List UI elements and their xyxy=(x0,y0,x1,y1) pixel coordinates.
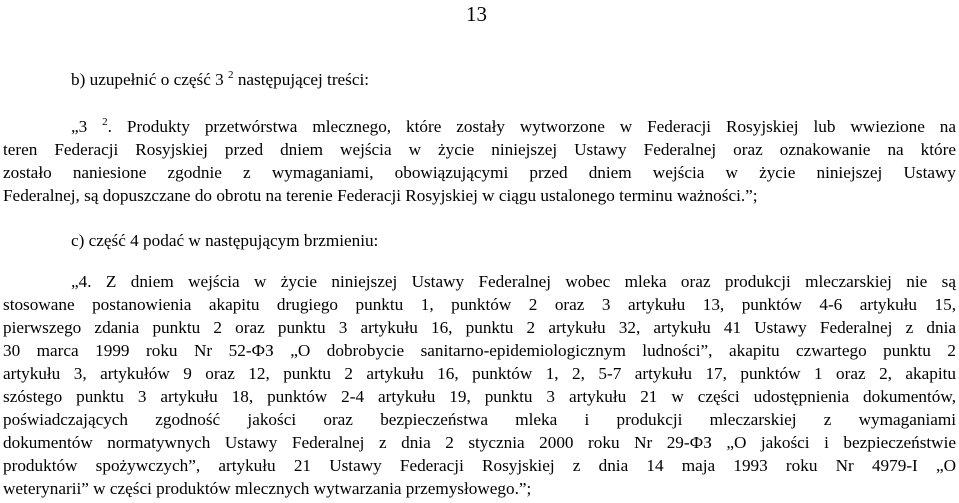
quote-4-line-4: 30 marca 1999 roku Nr 52-ФЗ „O dobrobycie sanitarno-epidemiologicznym ludności”, akapitu czwartego punktu 2 xyxy=(3,341,956,360)
quote-3-2-superscript: 2 xyxy=(102,116,108,128)
quote-3-2-lead: „3 xyxy=(71,117,103,136)
quote-4-line-2: stosowane postanowienia akapitu drugiego punktu 1, punktów 2 oraz 3 artykułu 13, punktów 4-6 artykułu 15, xyxy=(3,295,956,314)
quote-4-line-6: szóstego punktu 3 artykułu 18, punktów 2-4 artykułu 19, punktu 3 artykułu 21 w części udostępnienia dokumentów, xyxy=(3,387,956,406)
quote-4-line-7: poświadczających zgodność jakości oraz bezpieczeństwa mleka i produkcji mleczarskiej z wymaganiami xyxy=(3,410,956,429)
item-b xyxy=(71,68,959,94)
item-b-tail: następującej treści: xyxy=(233,70,370,89)
item-c: c) część 4 podać w następującym brzmieniu: xyxy=(71,231,379,250)
quote-4-line-10: weterynarii” w części produktów mlecznych wytwarzania przemysłowego.”; xyxy=(3,479,532,498)
quote-4-line-9: produktów spożywczych”, artykułu 21 Ustawy Federacji Rosyjskiej z dnia 14 maja 1993 roku Nr 4979-I „O xyxy=(3,456,956,475)
item-b-text: b) uzupełnić o część 3 xyxy=(71,70,229,89)
quote-4-line-1: „4. Z dniem wejścia w życie niniejszej Ustawy Federalnej wobec mleka oraz produkcji mleczarskiej nie są xyxy=(71,272,956,291)
item-b-superscript: 2 xyxy=(228,69,234,81)
quote-3-2-line-4: Federalnej, są dopuszczane do obrotu na terenie Federacji Rosyjskiej w ciągu ustalonego terminu ważności.”; xyxy=(3,186,758,205)
page-number: 13 xyxy=(466,2,487,26)
quote-3-2-line-3: zostało naniesione zgodnie z wymaganiami, obowiązującymi przed dniem wejścia w życie niniejszej Ustawy xyxy=(3,163,956,182)
quote-4-line-3: pierwszego zdania punktu 2 oraz punktu 3 artykułu 16, punktu 2 artykułu 32, artykułu 41 Ustawy Federalnej z dnia xyxy=(3,318,956,337)
quote-3-2-line-2: teren Federacji Rosyjskiej przed dniem wejścia w życie niniejszej Ustawy Federalnej oraz oznakowanie na które xyxy=(3,140,956,159)
quote-4-line-8: dokumentów normatywnych Ustawy Federalnej z dnia 2 stycznia 2000 roku Nr 29-ФЗ „O jakości i bezpieczeństwie xyxy=(3,433,956,452)
quote-4-line-5: artykułu 3, artykułów 9 oraz 12, punktu 2 artykułu 16, punktów 1, 2, 5-7 artykułu 17, punktów 1 oraz 2, akapitu xyxy=(3,364,956,383)
quote-3-2-line-1-text: . Produkty przetwórstwa mlecznego, które zostały wytworzone w Federacji Rosyjskiej lub wwiezione na xyxy=(107,117,956,136)
